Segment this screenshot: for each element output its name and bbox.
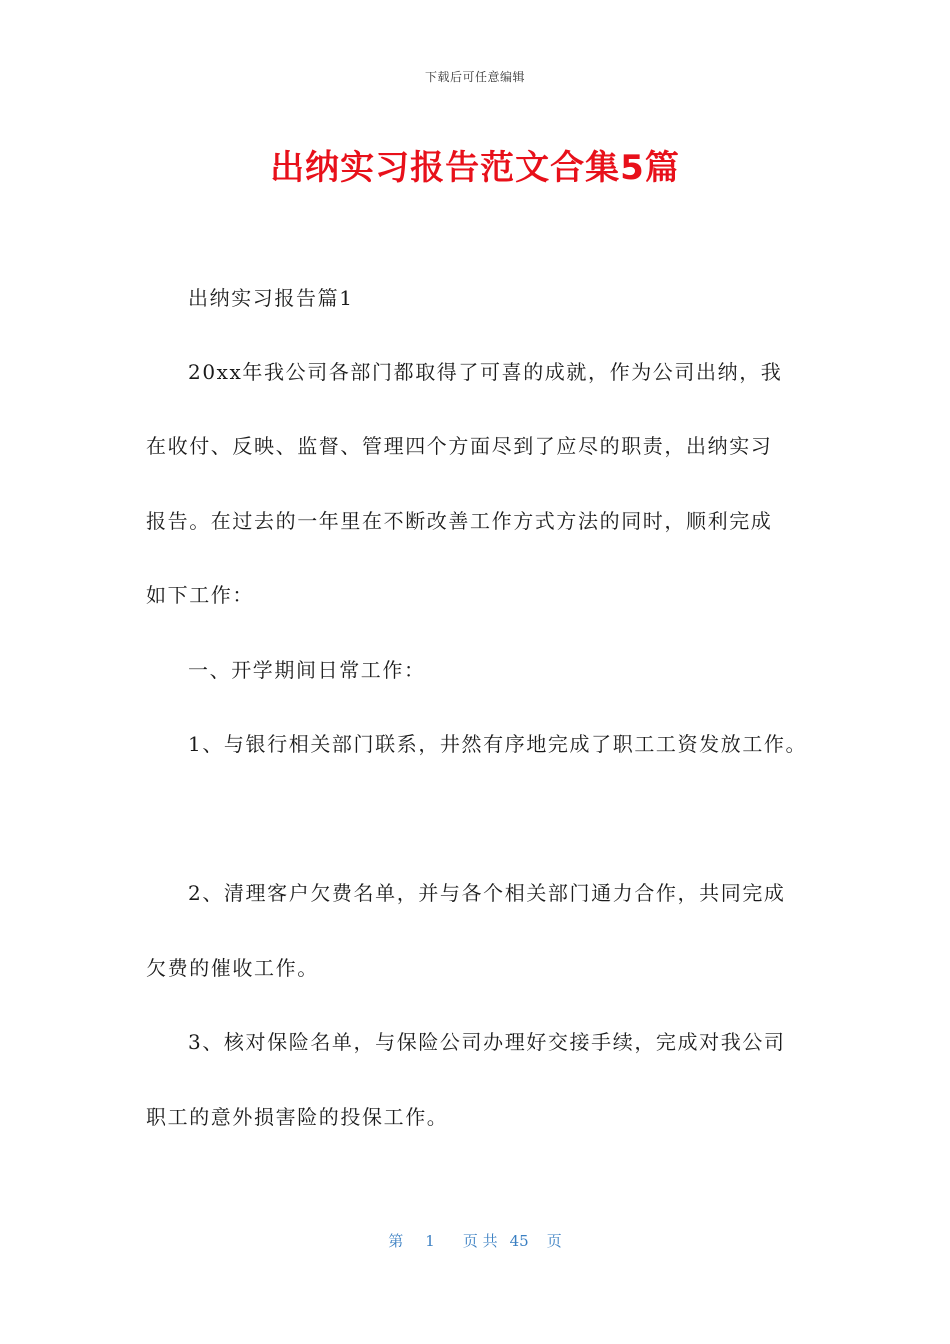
subsection-heading: 一、开学期间日常工作：: [188, 658, 426, 682]
section-heading: 出纳实习报告篇1: [188, 286, 354, 310]
paragraph-line: 职工的意外损害险的投保工作。: [146, 1105, 449, 1129]
paragraph-line: 在收付、反映、监督、管理四个方面尽到了应尽的职责，出纳实习: [146, 434, 773, 458]
paragraph-line: 20xx年我公司各部门都取得了可喜的成就，作为公司出纳，我: [188, 360, 783, 384]
list-item: 3、核对保险名单，与保险公司办理好交接手续，完成对我公司: [188, 1030, 786, 1054]
footer-mid: 页 共: [462, 1232, 498, 1250]
current-page-number: 1: [425, 1232, 435, 1250]
document-title: 出纳实习报告范文合集5篇: [270, 148, 680, 188]
paragraph-line: 如下工作：: [146, 583, 254, 607]
page-footer: [0, 1230, 950, 1251]
header-note: 下载后可任意编辑: [424, 70, 525, 84]
total-pages-number: 45: [509, 1232, 529, 1250]
footer-suffix: 页: [546, 1232, 562, 1250]
paragraph-line: 欠费的催收工作。: [146, 956, 319, 980]
list-item: 2、清理客户欠费名单，并与各个相关部门通力合作，共同完成: [188, 881, 786, 905]
footer-prefix: 第: [388, 1232, 404, 1250]
list-item: 1、与银行相关部门联系，井然有序地完成了职工工资发放工作。: [188, 732, 808, 756]
paragraph-line: 报告。在过去的一年里在不断改善工作方式方法的同时，顺利完成: [146, 509, 773, 533]
